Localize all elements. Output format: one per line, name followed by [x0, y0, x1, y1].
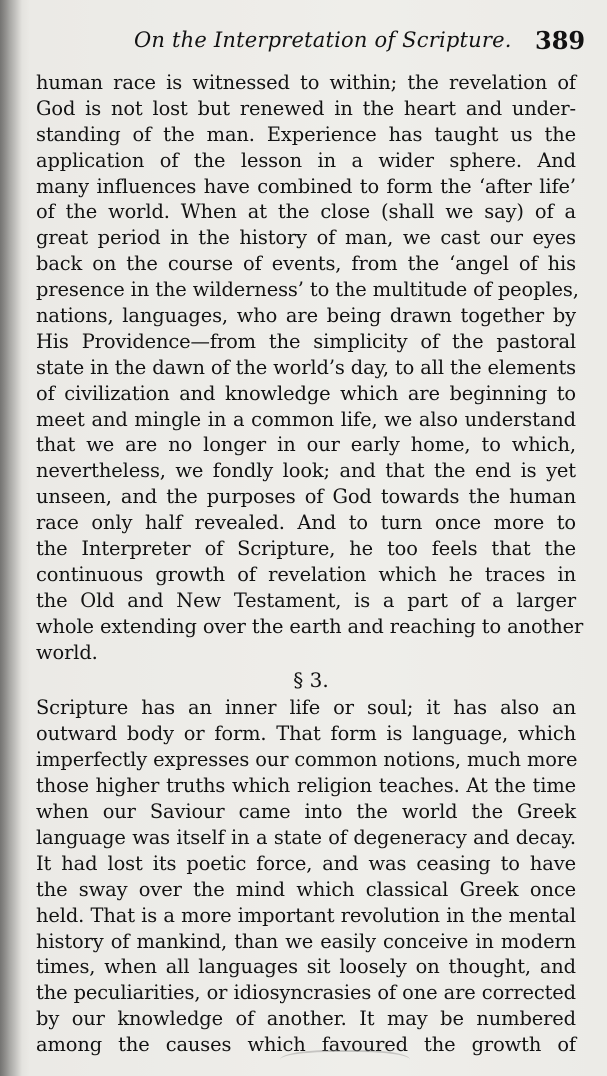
text-line: nevertheless, we fondly look; and that the end is yet — [36, 459, 576, 483]
text-line: outward body or form. That form is language, which — [36, 722, 576, 746]
text-line: imperfectly expresses our common notions, much more — [36, 748, 578, 772]
section-heading: § 3. — [293, 668, 329, 693]
gutter-shadow — [0, 0, 22, 1076]
text-line: of civilization and knowledge which are beginning to — [36, 381, 576, 405]
paragraph-1 — [36, 70, 584, 665]
text-line: the sway over the mind which classical Greek once — [36, 877, 576, 901]
text-line: of the world. When at the close (shall we say) of a — [36, 200, 576, 224]
text-line: among the causes which favoured the growth of — [36, 1033, 576, 1057]
running-head — [0, 26, 607, 60]
text-line: presence in the wilderness’ to the multitude of peoples, — [36, 278, 579, 302]
text-line: nations, languages, who are being drawn together by — [36, 304, 576, 328]
text-line: unseen, and the purposes of God towards the human — [36, 485, 576, 509]
body-text — [36, 70, 584, 1058]
text-line: great period in the history of man, we cast our eyes — [36, 226, 576, 250]
text-line: that we are no longer in our early home, to which, — [36, 433, 576, 457]
bleed-through-mark — [280, 1050, 410, 1074]
page-number: 389 — [535, 26, 586, 55]
running-title: On the Interpretation of Scripture. — [134, 28, 512, 52]
text-line: It had lost its poetic force, and was ceasing to have — [36, 851, 576, 875]
text-line: history of mankind, than we easily conceive in modern — [36, 929, 576, 953]
text-line: those higher truths which religion teaches. At the time — [36, 774, 576, 798]
text-line: His Providence—from the simplicity of the pastoral — [36, 329, 576, 353]
text-line: held. That is a more important revolution in the mental — [36, 903, 576, 927]
text-line: by our knowledge of another. It may be numbered — [36, 1007, 576, 1031]
text-line: language was itself in a state of degeneracy and decay. — [36, 825, 576, 849]
text-line: human race is witnessed to within; the revelation of — [36, 71, 576, 94]
text-line: times, when all languages sit loosely on thought, and — [36, 955, 576, 979]
text-line: application of the lesson in a wider sphere. And — [36, 148, 576, 172]
text-line: the Old and New Testament, is a part of a larger — [36, 588, 576, 612]
text-line: Scripture has an inner life or soul; it has also an — [36, 696, 576, 720]
text-line: race only half revealed. And to turn once more to — [36, 511, 576, 535]
text-line: world. — [36, 640, 98, 664]
text-line: the peculiarities, or idiosyncrasies of one are corrected — [36, 981, 576, 1005]
text-line: whole extending over the earth and reaching to another — [36, 614, 584, 638]
text-line: meet and mingle in a common life, we also understand — [36, 407, 576, 431]
text-line: back on the course of events, from the ‘angel of his — [36, 252, 576, 276]
paragraph-2 — [36, 695, 576, 1057]
text-line: many influences have combined to form the ‘after life’ — [36, 174, 576, 198]
text-line: the Interpreter of Scripture, he too feels that the — [36, 537, 576, 561]
text-line: when our Saviour came into the world the Greek — [36, 800, 576, 824]
text-line: God is not lost but renewed in the heart and under- — [36, 96, 576, 120]
text-line: state in the dawn of the world’s day, to all the elements — [36, 355, 577, 379]
text-line: standing of the man. Experience has taught us the — [36, 122, 576, 146]
text-line: continuous growth of revelation which he traces in — [36, 562, 576, 586]
